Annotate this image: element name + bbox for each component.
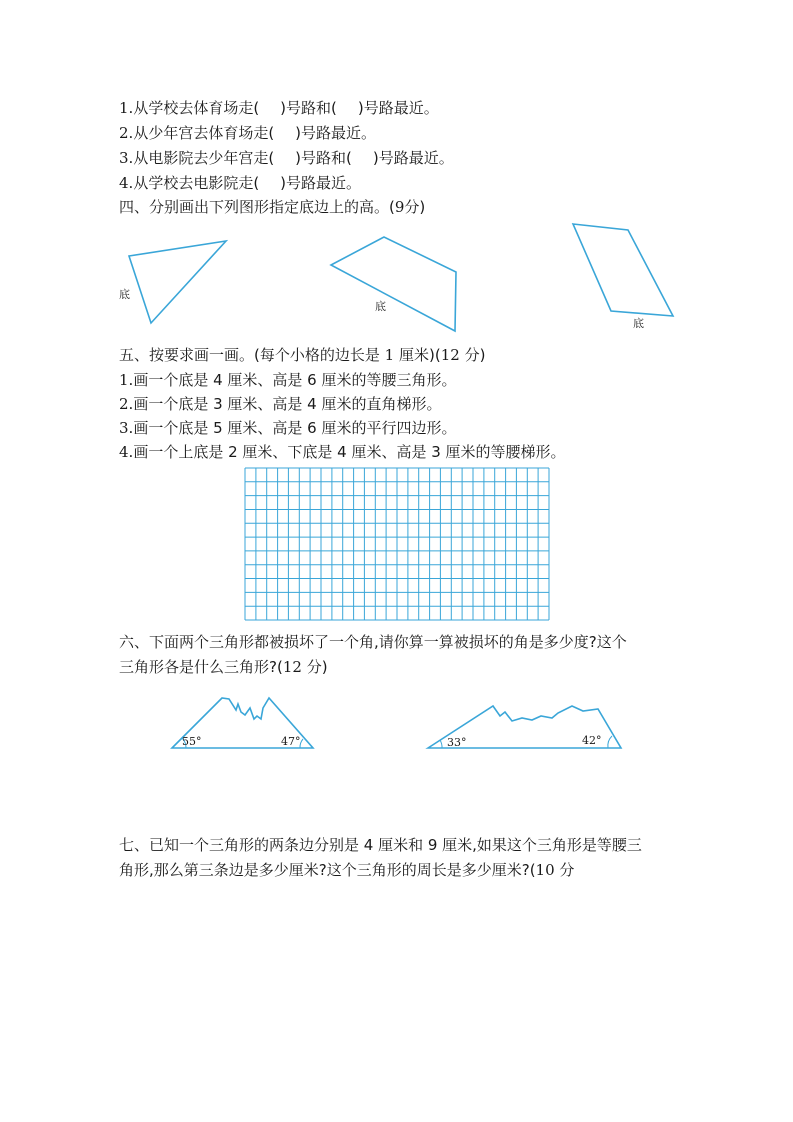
section-title-text: 厘米)( <box>398 346 441 364</box>
question-text: )号路和( <box>295 149 352 167</box>
damaged-triangle-1[interactable] <box>172 698 313 748</box>
drawing-task-4 <box>119 442 566 462</box>
task-number: 3. <box>119 419 134 437</box>
task-text: 画一个底是 3 厘米、高是 4 厘米的直角梯形。 <box>133 395 442 413</box>
left-angle-label: 33° <box>447 736 467 749</box>
angle-arc <box>440 740 442 748</box>
section-6-figures <box>0 690 793 760</box>
section-title-text: 三角形各是什么三角形?( <box>119 658 283 676</box>
score-unit: 分 <box>559 861 575 879</box>
unit-length: 1 <box>384 346 395 364</box>
question-text: )号路最近。 <box>280 174 362 192</box>
right-angle-label: 47° <box>281 735 301 748</box>
task-text: 画一个底是 5 厘米、高是 6 厘米的平行四边形。 <box>133 419 457 437</box>
quadrilateral-shape[interactable] <box>331 237 456 331</box>
task-text: 画一个底是 4 厘米、高是 6 厘米的等腰三角形。 <box>133 371 457 389</box>
section-title-text: 七、已知一个三角形的两条边分别是 4 厘米和 9 厘米,如果这个三角形是等腰三 <box>119 836 642 854</box>
question-text: 从少年宫去体育场走( <box>133 124 275 142</box>
task-number: 4. <box>119 443 134 461</box>
drawing-task-2 <box>119 394 441 414</box>
section-title-text: 六、下面两个三角形都被损坏了一个角,请你算一算被损坏的角是多少度?这个 <box>119 633 627 651</box>
task-text: 画一个上底是 2 厘米、下底是 4 厘米、高是 3 厘米的等腰梯形。 <box>133 443 566 461</box>
base-label: 底 <box>375 300 386 313</box>
section-5-title <box>119 345 485 365</box>
drawing-task-3 <box>119 418 456 438</box>
task-number: 1. <box>119 371 134 389</box>
right-angle-label: 42° <box>582 734 602 747</box>
question-text: 从学校去电影院走( <box>133 174 260 192</box>
question-text: )号路最近。 <box>295 124 377 142</box>
score-unit: 分) <box>404 198 426 216</box>
question-number: 3. <box>119 149 134 167</box>
question-number: 2. <box>119 124 134 142</box>
left-angle-label: 55° <box>182 735 202 748</box>
section-6-title-line2 <box>119 657 328 677</box>
score-unit: 分) <box>464 346 486 364</box>
section-7-title-line1 <box>119 835 642 855</box>
section-title-text: 五、按要求画一画。(每个小格的边长是 <box>119 346 380 364</box>
section-title-text: 角形,那么第三条边是多少厘米?这个三角形的周长是多少厘米?( <box>119 861 536 879</box>
section-title-text: 四、分别画出下列图形指定底边上的高。( <box>119 198 395 216</box>
angle-arc <box>608 736 612 748</box>
drawing-grid[interactable] <box>245 468 549 620</box>
question-text: 从电影院去少年宫走( <box>133 149 275 167</box>
question-number: 1. <box>119 99 134 117</box>
question-text: )号路和( <box>280 99 337 117</box>
task-number: 2. <box>119 395 134 413</box>
section-6-title-line1 <box>119 632 627 652</box>
score-value: 9 <box>394 198 405 216</box>
triangle-shape[interactable] <box>129 241 226 323</box>
section-4-figures <box>0 0 793 345</box>
section-7-title-line2 <box>119 860 574 880</box>
damaged-triangle-2[interactable] <box>428 706 621 749</box>
question-text: 从学校去体育场走( <box>133 99 260 117</box>
question-number: 4. <box>119 174 134 192</box>
question-text: )号路最近。 <box>372 149 454 167</box>
question-text: )号路最近。 <box>357 99 439 117</box>
score-value: 12 <box>282 658 302 676</box>
score-value: 12 <box>440 346 460 364</box>
score-unit: 分) <box>306 658 328 676</box>
base-label: 底 <box>119 288 130 301</box>
parallelogram-shape[interactable] <box>573 224 673 316</box>
score-value: 10 <box>535 861 555 879</box>
base-label: 底 <box>633 317 644 330</box>
drawing-task-1 <box>119 370 456 390</box>
